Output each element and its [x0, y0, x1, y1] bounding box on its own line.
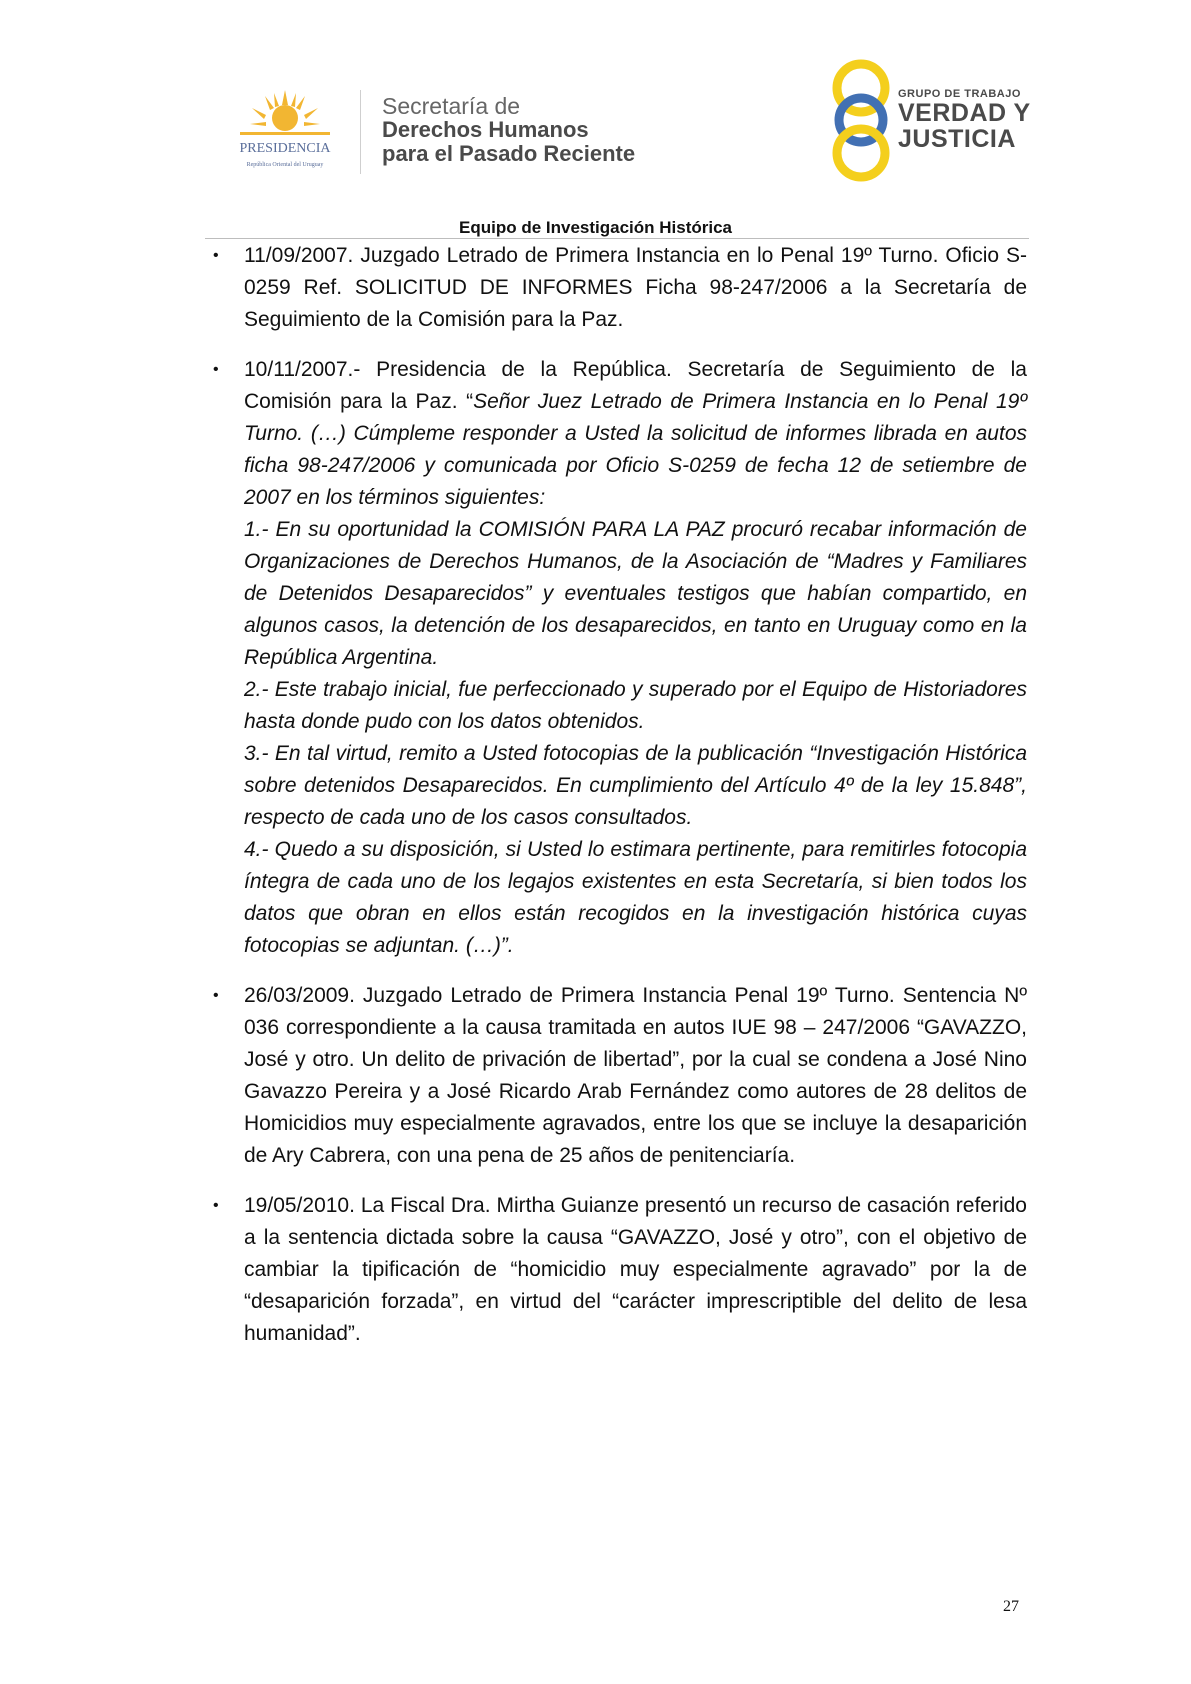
presidencia-label: PRESIDENCIA: [239, 141, 331, 156]
justicia-label: JUSTICIA: [898, 125, 1016, 153]
quote-point-3: 3.- En tal virtud, remito a Usted fotocopias de la publicación “Investigación Histórica sobre detenidos Desaparecidos. En cumplimiento del Artículo 4º de la ley 15.848”, respecto de cada uno de los casos consultados.: [244, 742, 1027, 829]
item-quote: Señor Juez Letrado de Primera Instancia en lo Penal 19º Turno. (…) Cúmpleme responder a Usted la solicitud de informes librada en autos ficha 98-247/2006 y comunicada por Oficio S-0259 de fecha 12 de setiembre de 2007 en los términos siguientes:: [244, 390, 1027, 509]
bullet-icon: •: [213, 247, 219, 264]
presidencia-logo: [210, 88, 360, 178]
quote-point-1: 1.- En su oportunidad la COMISIÓN PARA LA PAZ procuró recabar información de Organizaciones de Derechos Humanos, de la Asociación de “Madres y Familiares de Detenidos Desaparecidos” y eventuales testigos que habían compartido, en algunos casos, la detención de los desaparecidos, en tanto en Uruguay como en la República Argentina.: [244, 518, 1027, 669]
bullet-icon: •: [213, 987, 219, 1004]
interlocked-rings-icon: [826, 58, 896, 183]
list-item: [213, 240, 1027, 336]
secretaria-name: [382, 94, 635, 166]
secretaria-line-2: Derechos Humanos: [382, 117, 589, 142]
grupo-trabajo-label: GRUPO DE TRABAJO: [898, 88, 1021, 100]
secretaria-line-1: Secretaría de: [382, 93, 521, 119]
header-rule: [205, 238, 1029, 239]
header-divider: [360, 90, 361, 174]
list-item: [213, 980, 1027, 1172]
document-body: [213, 240, 1027, 1368]
item-text: [244, 354, 1027, 514]
presidencia-sub-label: República Oriental del Uruguay: [246, 162, 324, 168]
page-number: 27: [1003, 1598, 1019, 1615]
header-title: Equipo de Investigación Histórica: [459, 218, 732, 237]
item-text: 11/09/2007. Juzgado Letrado de Primera Instancia en lo Penal 19º Turno. Oficio S-0259 Ref. SOLICITUD DE INFORMES Ficha 98-247/2006 a la Secretaría de Seguimiento de la Comisión para la Paz.: [244, 244, 1027, 331]
list-item: [213, 354, 1027, 962]
quote-point-4: 4.- Quedo a su disposición, si Usted lo estimara pertinente, para remitirles fotocopia íntegra de cada uno de los legajos existentes en esta Secretaría, si bien todos los datos que obran en ellos están recogidos en la investigación histórica cuyas fotocopias se adjuntan. (…)”.: [244, 838, 1027, 957]
secretaria-header-logo: [210, 88, 690, 178]
verdad-label: VERDAD Y: [898, 99, 1031, 127]
bullet-icon: •: [213, 1197, 219, 1214]
item-intro: 10/11/2007.- Presidencia de la República. Secretaría de Seguimiento de la Comisión para la Paz. “: [244, 358, 1027, 413]
verdad-justicia-logo: [826, 58, 1046, 183]
quote-point-2: 2.- Este trabajo inicial, fue perfeccionado y superado por el Equipo de Historiadores hasta donde pudo con los datos obtenidos.: [244, 678, 1027, 733]
sun-emblem-icon: [210, 88, 360, 178]
list-item: [213, 1190, 1027, 1350]
item-text: 19/05/2010. La Fiscal Dra. Mirtha Guianze presentó un recurso de casación referido a la sentencia dictada sobre la causa “GAVAZZO, José y otro”, con el objetivo de cambiar la tipificación de “homicidio muy especialmente agravado” por la de “desaparición forzada”, en virtud del “carácter imprescriptible del delito de lesa humanidad”.: [244, 1194, 1027, 1345]
verdad-justicia-text: [898, 88, 1031, 152]
secretaria-line-3: para el Pasado Reciente: [382, 141, 636, 166]
bullet-icon: •: [213, 361, 219, 378]
item-text: 26/03/2009. Juzgado Letrado de Primera Instancia Penal 19º Turno. Sentencia Nº 036 correspondiente a la causa tramitada en autos IUE 98 – 247/2006 “GAVAZZO, José y otro. Un delito de privación de libertad”, por la cual se condena a José Nino Gavazzo Pereira y a José Ricardo Arab Fernández como autores de 28 delitos de Homicidios muy especialmente agravados, entre los que se incluye la desaparición de Ary Cabrera, con una pena de 25 años de penitenciaría.: [244, 984, 1027, 1167]
